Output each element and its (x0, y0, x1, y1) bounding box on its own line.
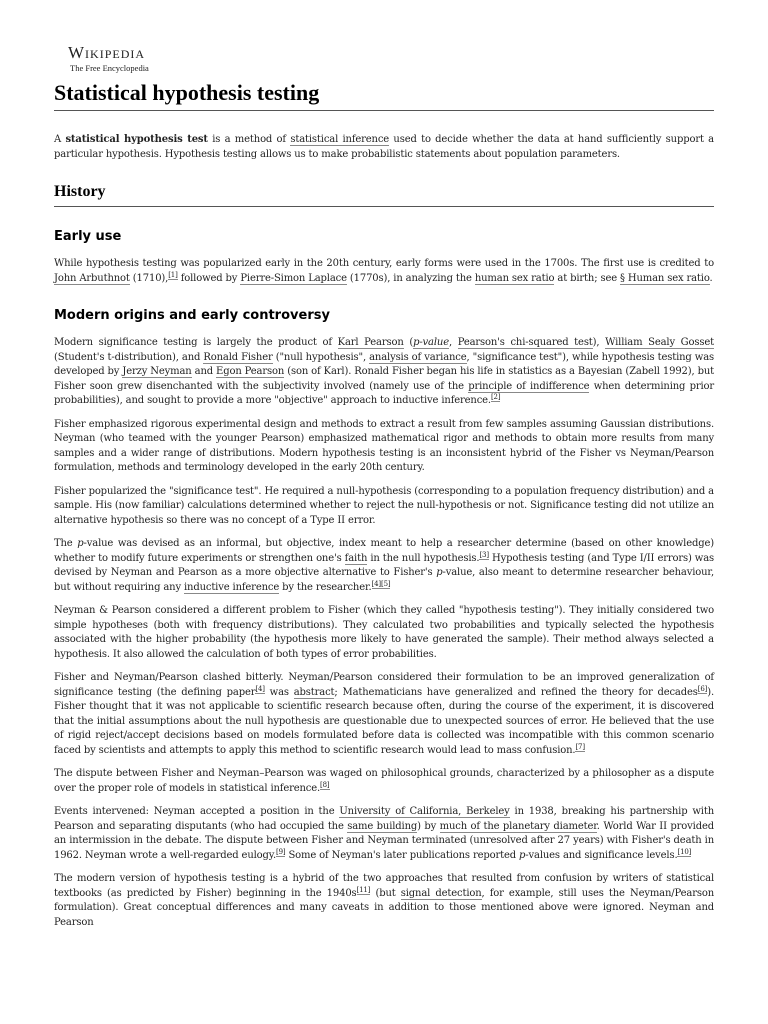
citation-4[interactable]: [4] (255, 684, 265, 693)
paragraph-modern-4: The p-value was devised as an informal, but objective, index meant to help a researcher determine (based on other knowledge) whether to modify future experiments or strengthen one's faith in the null hypothesis.[3] Hypothesis testing (and Type I/II errors) was devised by Neyman and Pearson as a more objective alternative to Fisher's p-value, also meant to determine researcher behaviour, but without requiring any inductive inference by the researcher.[4][5] (54, 538, 715, 593)
citation-9[interactable]: [9] (275, 847, 286, 856)
link-human-sex-ratio[interactable]: human sex ratio (474, 272, 555, 284)
bold-term: statistical hypothesis test (65, 134, 208, 145)
logo-tagline: The Free Encyclopedia (70, 63, 149, 73)
paragraph-modern-6: Fisher and Neyman/Pearson clashed bitterly. Neyman/Pearson considered their formulation to be an improved generalization of significance testing (the defining paper[4] was abstract; Mathematicians have generalized and refined the theory for decades[6]). Fisher thought that it was not applicable to scientific research because often, during the course of the experiment, it is discovered that the initial assumptions about the null hypothesis are questionable due to unexpected sources of error. He believed that the use of rigid reject/accept decisions based on models formulated before data is collected was incompatible with this common scenario faced by scientists and attempts to apply this method to scientific research would lead to mass confusion.[7] (54, 672, 714, 756)
link-faith[interactable]: faith (344, 552, 368, 564)
citation-6[interactable]: [6] (697, 684, 708, 693)
citation-10[interactable]: [10] (677, 847, 692, 856)
article (54, 44, 714, 930)
paragraph-modern-9: The modern version of hypothesis testing is a hybrid of the two approaches that resulted from confusion by writers of statistical textbooks (as predicted by Fisher) beginning in the 1940s[11] (but signal detection, for example, still uses the Neyman/Pearson formulation). Great conceptual differences and many caveats in addition to those mentioned above were ignored. Neyman and Pearson (54, 873, 714, 928)
link-chi-squared[interactable]: Pearson's chi-squared test (457, 337, 593, 348)
link-statistical-inference[interactable]: statistical inference (290, 134, 390, 145)
paragraph-modern-3: Fisher popularized the "significance test". He required a null-hypothesis (corresponding to a population frequency distribution) and a sample. His (now familiar) calculations determined whether to reject the null-hypothesis or not. Significance testing did not utilize an alternative hypothesis so there was no concept of a Type II error. (54, 485, 714, 526)
link-p-value[interactable]: p-value (413, 337, 449, 348)
link-jerzy-neyman[interactable]: Jerzy Neyman (122, 366, 192, 377)
link-planetary-diameter[interactable]: much of the planetary diameter (439, 820, 597, 832)
subsection-heading-modern-origins: Modern origins and early controversy (54, 308, 330, 323)
link-same-building[interactable]: same building (347, 820, 418, 832)
link-inductive-inference[interactable]: inductive inference (183, 581, 280, 593)
paragraph-modern-2: Fisher emphasized rigorous experimental design and methods to extract a result from few samples assuming Gaussian distributions. Neyman (who teamed with the younger Pearson) emphasized mathematical rigor and methods to obtain more results from many samples and a wider range of distributions. Modern hypothesis testing is an inconsistent hybrid of the Fisher vs Neyman/Pearson formulation, methods and terminology developed in the early 20th century. (54, 418, 714, 473)
paragraph-modern-8: Events intervened: Neyman accepted a position in the University of California, Berkeley in 1938, breaking his partnership with Pearson and separating disputants (who had occupied the same building) by much of the planetary diameter. World War II provided an intermission in the debate. The dispute between Fisher and Neyman terminated (unresolved after 27 years) with Fisher's death in 1962. Neyman wrote a well-regarded eulogy.[9] Some of Neyman's later publications reported p-values and significance levels.[10] (54, 806, 714, 861)
section-heading-history: History (54, 182, 714, 207)
link-principle-of-indifference[interactable]: principle of indifference (468, 380, 590, 392)
citation-3[interactable]: [3] (479, 550, 489, 559)
early-use-paragraph: While hypothesis testing was popularized early in the 20th century, early forms were used in the 1700s. The first use is credited to John Arbuthnot (1710),[1] followed by Pierre-Simon Laplace (1770s), in analyzing the human sex ratio at birth; see § Human sex ratio. (54, 258, 714, 284)
subsection-heading-early-use: Early use (54, 229, 122, 244)
citation-1[interactable]: [1] (168, 270, 178, 279)
link-john-arbuthnot[interactable]: John Arbuthnot (54, 272, 130, 284)
link-signal-detection[interactable]: signal detection (400, 887, 482, 899)
citation-11[interactable]: [11] (356, 885, 371, 894)
citation-2[interactable]: [2] (490, 393, 501, 401)
citation-8[interactable]: [8] (320, 780, 330, 789)
link-egon-pearson[interactable]: Egon Pearson (216, 366, 285, 377)
link-ronald-fisher[interactable]: Ronald Fisher (203, 351, 273, 363)
citation-7[interactable]: [7] (575, 742, 585, 751)
logo-wordmark: Wikipedia (68, 43, 146, 62)
link-karl-pearson[interactable]: Karl Pearson (337, 337, 404, 348)
paragraph-modern-7: The dispute between Fisher and Neyman–Pearson was waged on philosophical grounds, characterized by a philosopher as a dispute over the proper role of models in statistical inference.[8] (54, 768, 714, 794)
link-abstract[interactable]: abstract (293, 686, 335, 698)
link-uc-berkeley[interactable]: University of California, Berkeley (339, 806, 510, 817)
page-title: Statistical hypothesis testing (54, 80, 714, 111)
paragraph-modern-5: Neyman & Pearson considered a different problem to Fisher (which they called "hypothesis testing"). They initially considered two simple hypotheses (both with frequency distributions). They calculated two probabilities and typically selected the hypothesis associated with the higher probability (the hypothesis more likely to have generated the sample). Their method always selected a hypothesis. It also allowed the calculation of both types of error probabilities. (54, 605, 714, 660)
link-section-human-sex-ratio[interactable]: § Human sex ratio (620, 272, 710, 284)
link-anova[interactable]: analysis of variance (369, 351, 467, 363)
link-laplace[interactable]: Pierre-Simon Laplace (240, 272, 347, 284)
wikipedia-logo[interactable] (54, 44, 714, 80)
link-gosset[interactable]: William Sealy Gosset (605, 337, 714, 348)
paragraph-modern-1: Modern significance testing is largely the product of Karl Pearson (p-value, Pearson's chi-squared test), William Sealy Gosset (Student's t-distribution), and Ronald Fisher ("null hypothesis", analysis of variance, "significance test"), while hypothesis testing was developed by Jerzy Neyman and Egon Pearson (son of Karl). Ronald Fisher began his life in statistics as a Bayesian (Zabell 1992), but Fisher soon grew disenchanted with the subjectivity involved (namely use of the principle of indifference when determining prior probabilities), and sought to provide a more "objective" approach to inductive inference.[2] (54, 337, 714, 406)
intro-paragraph: A statistical hypothesis test is a method of statistical inference used to decide whether the data at hand sufficiently support a particular hypothesis. Hypothesis testing allows us to make probabilistic statements about population parameters. (54, 134, 714, 160)
citation-4-5[interactable]: [4][5] (371, 579, 391, 588)
